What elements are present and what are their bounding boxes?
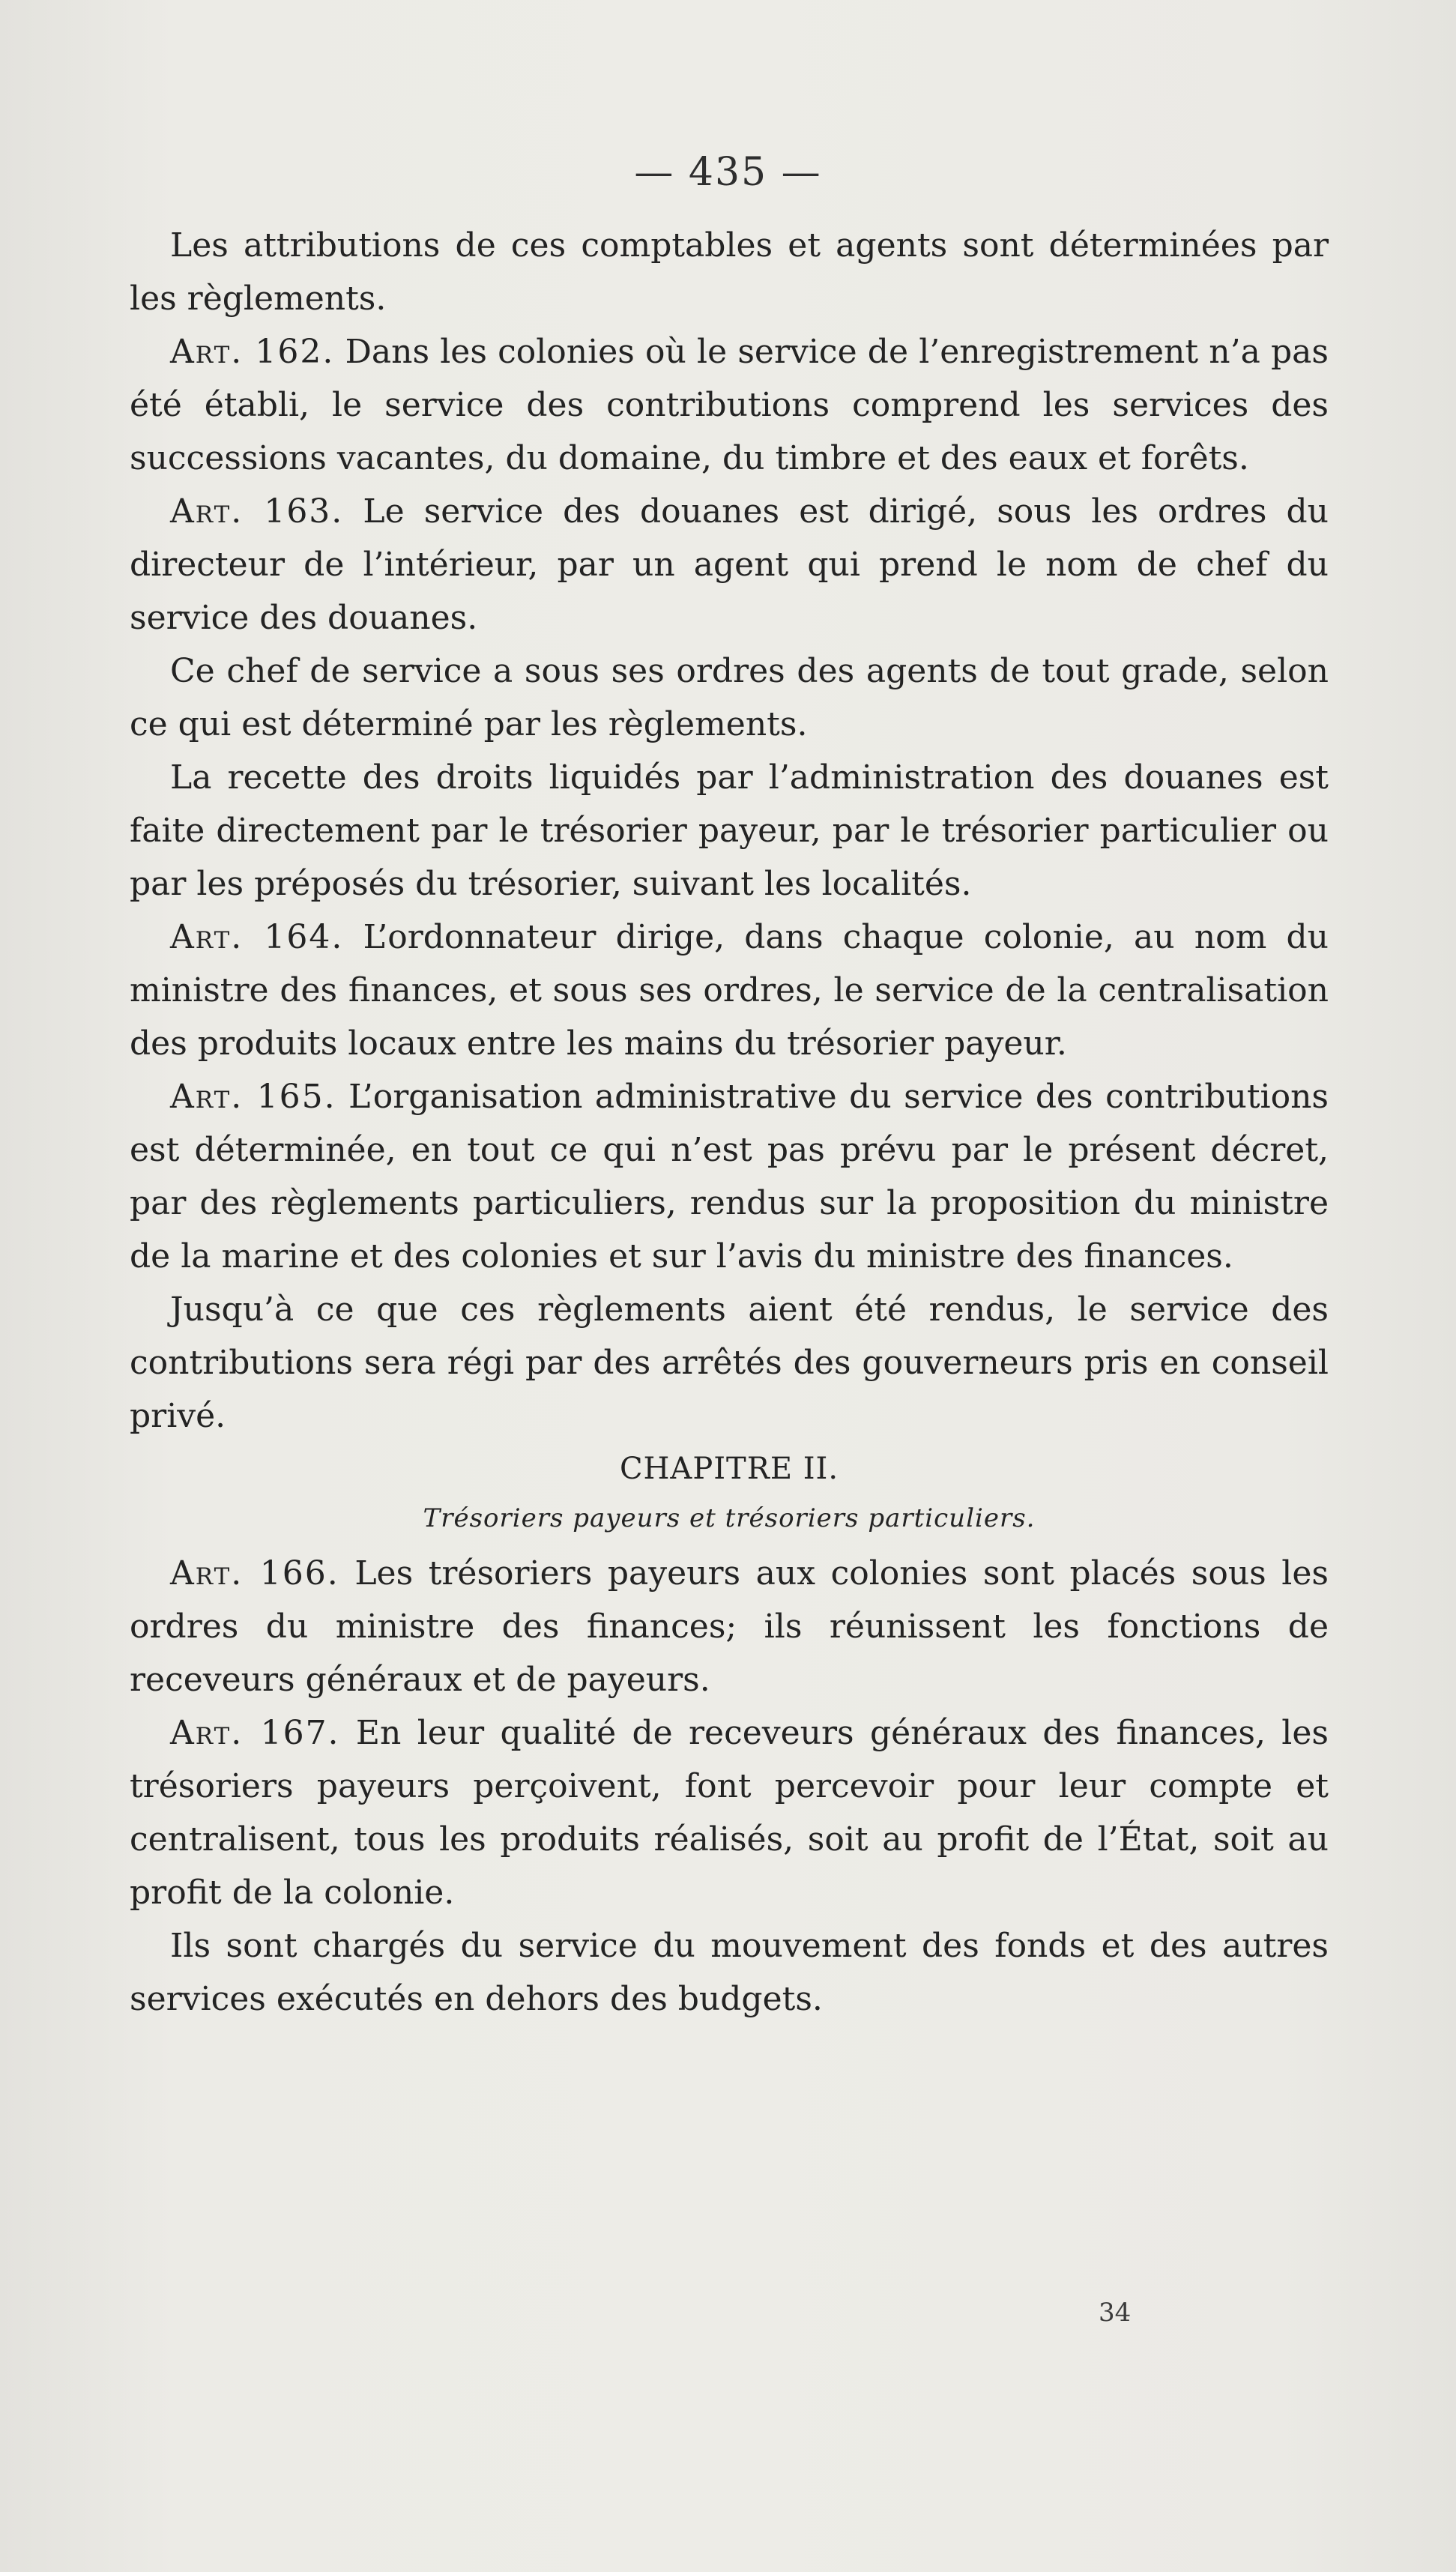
article-label: Art. 163. <box>170 492 344 531</box>
article-text: En leur qualité de receveurs généraux des finances, les trésoriers payeurs perçoivent, font percevoir pour leur compte et centralisent, tous les produits réalisés, soit au profit de l’État, soit au profit de la colonie. <box>130 1714 1329 1912</box>
paragraph-jusqu-a-ce-que <box>130 1283 1329 1443</box>
article-label: Art. 166. <box>170 1554 339 1593</box>
paragraph-attributions <box>130 219 1329 325</box>
signature-mark: 34 <box>1099 2298 1132 2328</box>
paragraph-text: Jusqu’à ce que ces règlements aient été rendus, le service des contributions sera régi par des arrêtés des gouverneurs pris en conseil privé. <box>130 1290 1329 1435</box>
paragraph-chef-de-service <box>130 644 1329 751</box>
article-text: L’organisation administrative du service des contributions est déterminée, en tout ce qui n’est pas prévu par le présent décret, par des règlements particuliers, rendus sur la proposition du ministre de la marine et des colonies et sur l’avis du ministre des finances. <box>130 1078 1329 1276</box>
paragraph-ils-sont-charges <box>130 1919 1329 2026</box>
paragraph-text: Les attributions de ces comptables et agents sont déterminées par les règlements. <box>130 226 1329 318</box>
article-label: Art. 165. <box>170 1078 336 1116</box>
article-text: Les trésoriers payeurs aux colonies sont placés sous les ordres du ministre des finances; ils réunissent les fonctions de receveurs généraux et de payeurs. <box>130 1554 1329 1699</box>
chapter-title: CHAPITRE II. <box>619 1452 839 1486</box>
paragraph-text: Ils sont chargés du service du mouvement des fonds et des autres services exécutés en dehors des budgets. <box>130 1927 1329 2018</box>
article-label: Art. 167. <box>170 1714 340 1752</box>
article-167 <box>130 1706 1329 1919</box>
chapter-subtitle: Trésoriers payeurs et trésoriers particuliers. <box>423 1503 1036 1533</box>
article-text: L’ordonnateur dirige, dans chaque colonie, au nom du ministre des finances, et sous ses ordres, le service de la centralisation des produits locaux entre les mains du trésorier payeur. <box>130 918 1329 1063</box>
article-text: Le service des douanes est dirigé, sous les ordres du directeur de l’intérieur, par un agent qui prend le nom de chef du service des douanes. <box>130 492 1329 637</box>
article-163 <box>130 485 1329 644</box>
article-165 <box>130 1070 1329 1283</box>
article-label: Art. 162. <box>170 333 335 371</box>
paragraph-text: La recette des droits liquidés par l’administration des douanes est faite directement par le trésorier payeur, par le trésorier particulier ou par les préposés du trésorier, suivant les localités. <box>130 758 1329 903</box>
article-166 <box>130 1547 1329 1706</box>
paragraph-recette-des-droits <box>130 751 1329 911</box>
article-162 <box>130 325 1329 485</box>
article-label: Art. 164. <box>170 918 344 956</box>
paragraph-text: Ce chef de service a sous ses ordres des agents de tout grade, selon ce qui est déterminé par les règlements. <box>130 652 1329 743</box>
page-body <box>130 219 1329 2026</box>
page-number: — 435 — <box>634 150 822 195</box>
article-text: Dans les colonies où le service de l’enregistrement n’a pas été établi, le service des contributions comprend les services des successions vacantes, du domaine, du timbre et des eaux et forêts. <box>130 333 1329 477</box>
article-164 <box>130 911 1329 1070</box>
